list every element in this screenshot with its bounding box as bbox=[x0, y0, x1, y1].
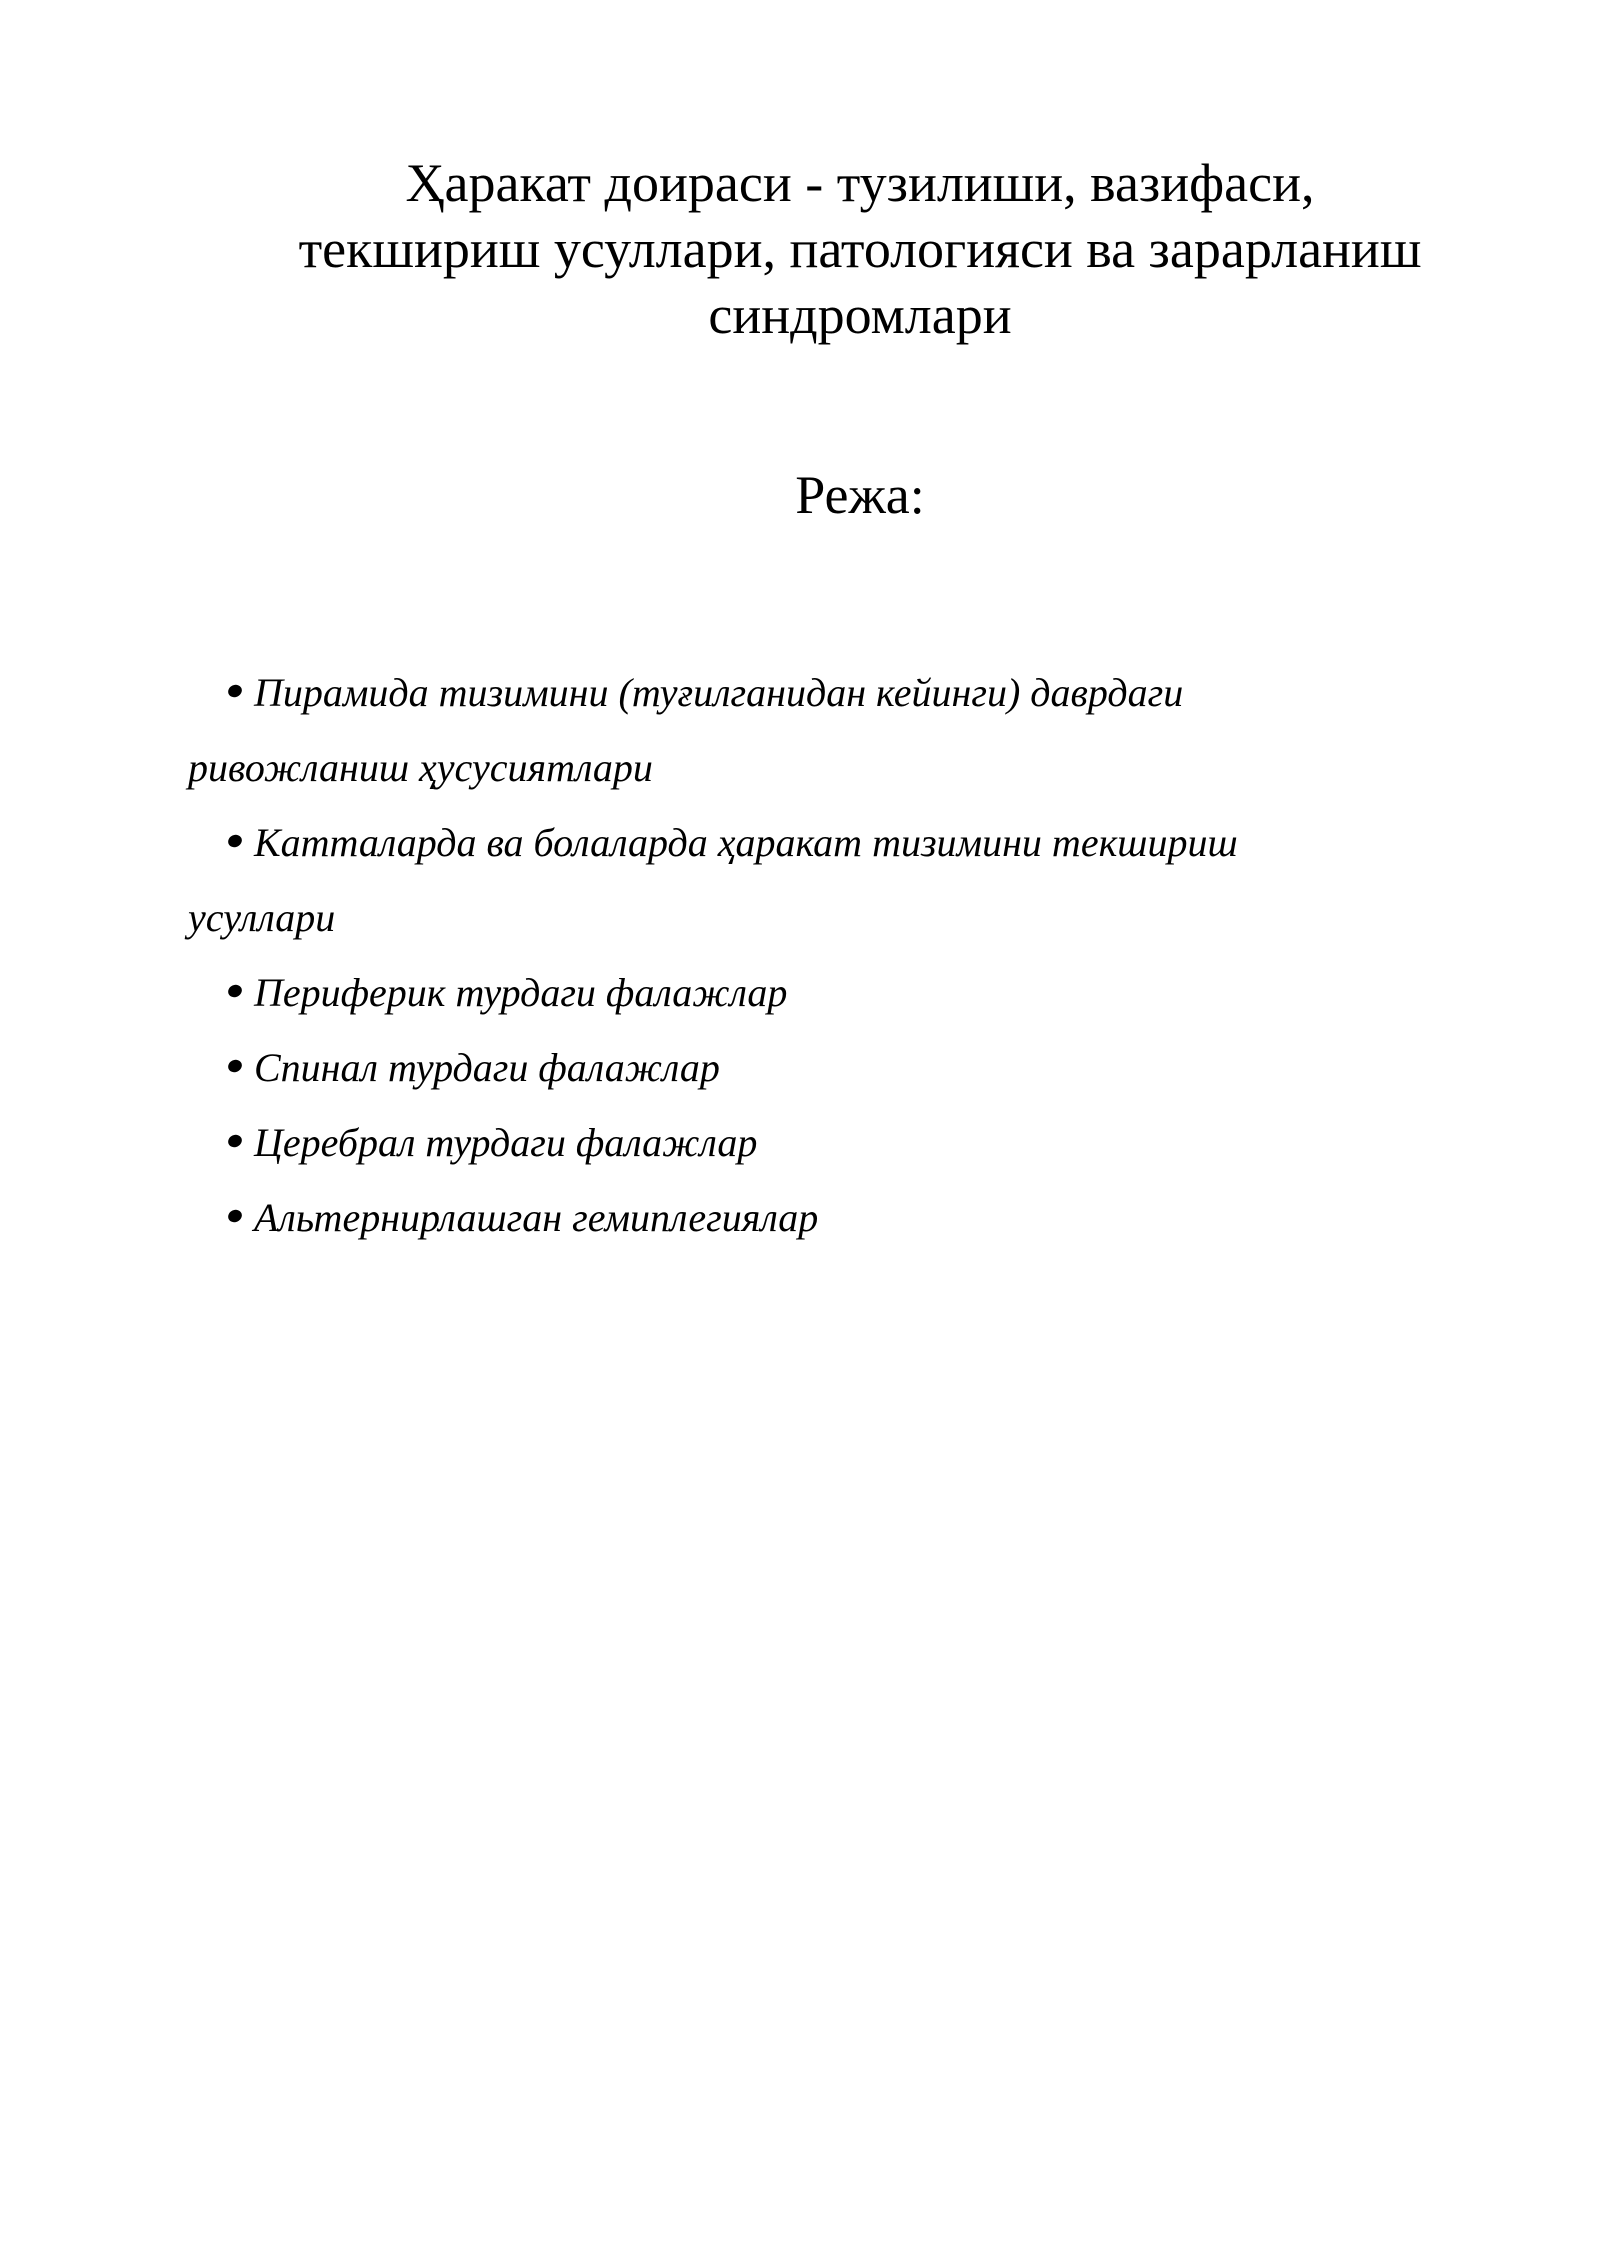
plan-heading: Режа: bbox=[795, 465, 925, 525]
plan-item bbox=[228, 805, 1428, 880]
plan-item-text: Катталарда ва болаларда ҳаракат тизимини текшириш bbox=[254, 820, 1238, 865]
plan-item bbox=[228, 1105, 1428, 1180]
plan-item bbox=[228, 955, 1428, 1030]
plan-item-text: ривожланиш ҳусусиятлари bbox=[188, 745, 653, 790]
plan-list bbox=[188, 655, 1428, 1255]
plan-item-text: усуллари bbox=[188, 895, 336, 940]
plan-item-text: Альтернирлашган гемиплегиялар bbox=[254, 1195, 819, 1240]
title-line: Ҳаракат доираси - тузилиши, вазифаси, bbox=[405, 153, 1315, 213]
document-title bbox=[200, 150, 1520, 348]
plan-item-text: Периферик турдаги фалажлар bbox=[254, 970, 788, 1015]
plan-item-continuation bbox=[188, 730, 1428, 805]
plan-item-text: Пирамида тизимини (туғилганидан кейинги) даврдаги bbox=[254, 670, 1184, 715]
bullet-icon bbox=[226, 682, 244, 699]
title-line: текшириш усуллари, патологияси ва зарарланиш bbox=[298, 219, 1422, 279]
plan-item-continuation bbox=[188, 880, 1428, 955]
plan-item-text: Спинал турдаги фалажлар bbox=[254, 1045, 720, 1090]
bullet-icon bbox=[226, 1132, 244, 1149]
bullet-icon bbox=[226, 982, 244, 999]
plan-item bbox=[228, 1180, 1428, 1255]
bullet-icon bbox=[226, 1207, 244, 1224]
bullet-icon bbox=[226, 1057, 244, 1074]
plan-item-text: Церебрал турдаги фалажлар bbox=[254, 1120, 758, 1165]
plan-item bbox=[228, 655, 1428, 730]
title-line: синдромлари bbox=[708, 285, 1012, 345]
bullet-icon bbox=[226, 832, 244, 849]
plan-item bbox=[228, 1030, 1428, 1105]
